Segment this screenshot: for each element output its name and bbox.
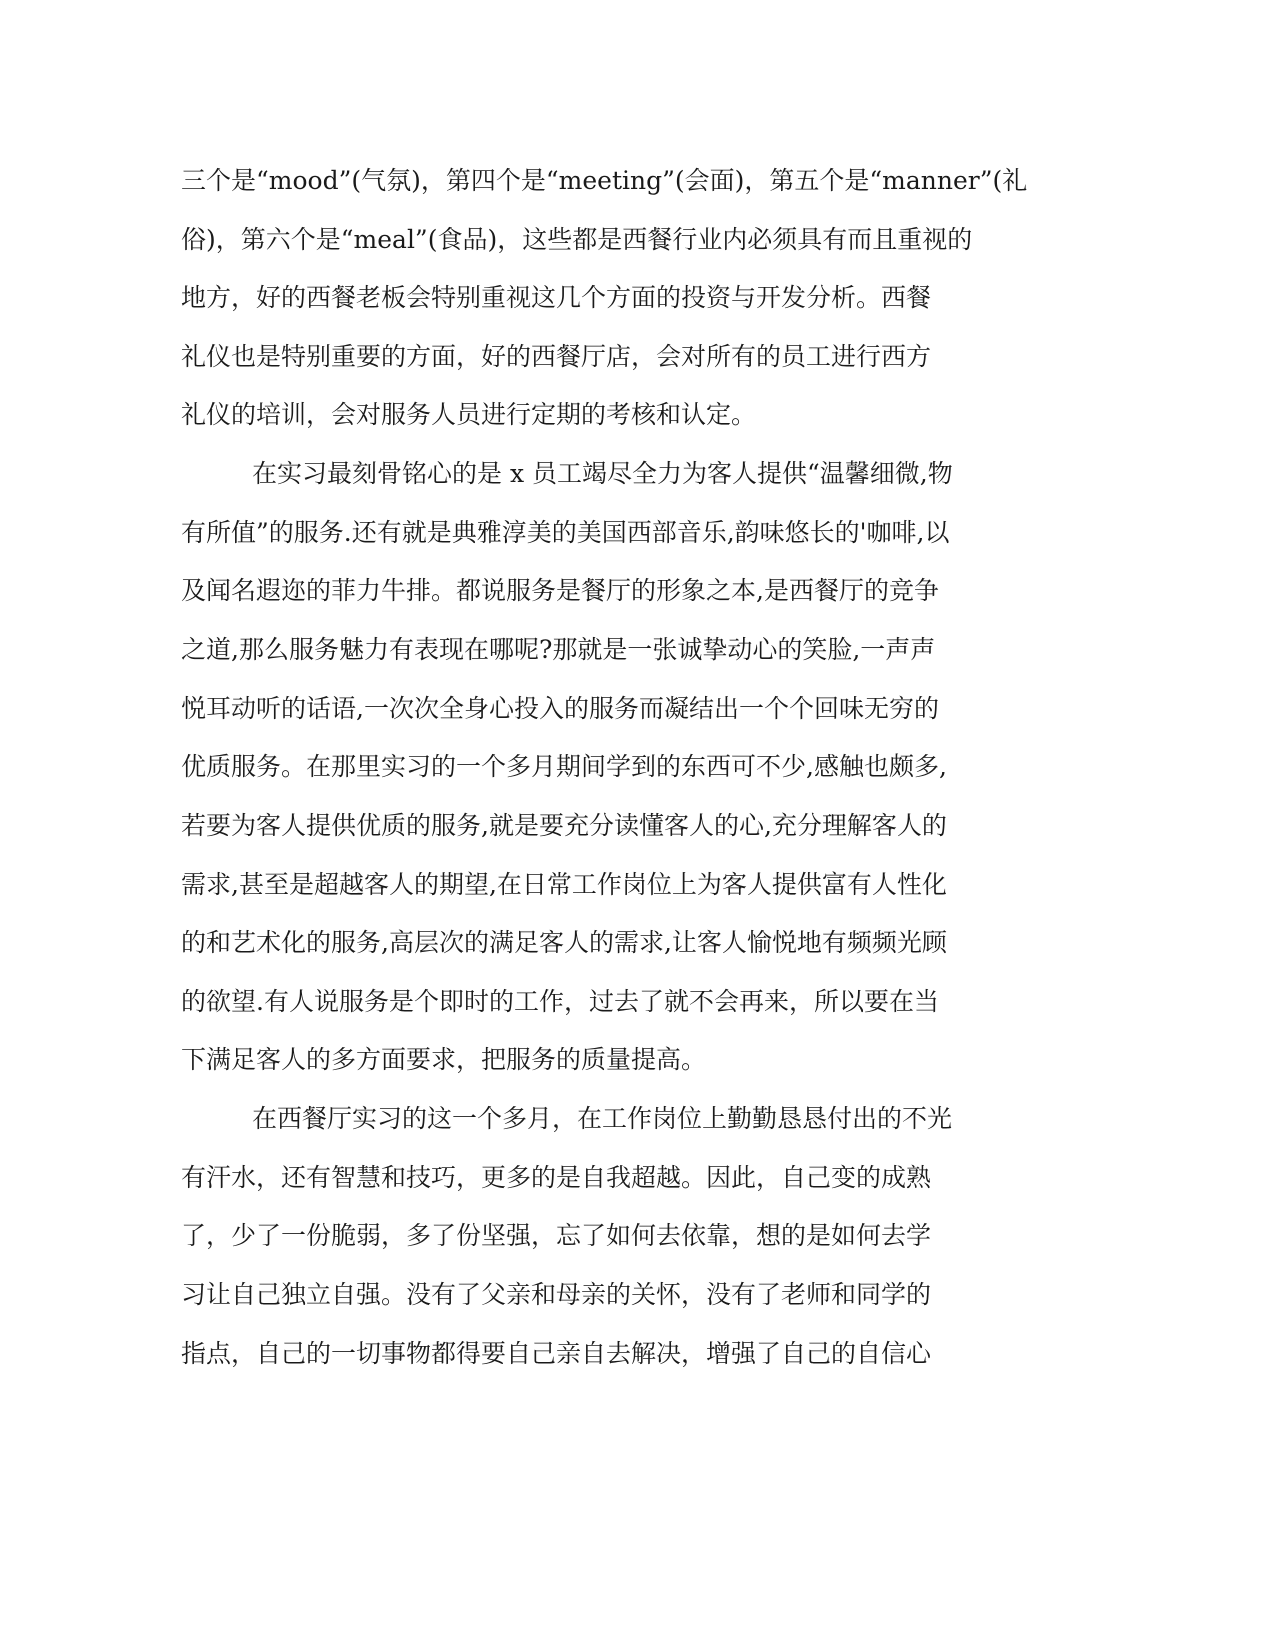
text-line: 需求,甚至是超越客人的期望,在日常工作岗位上为客人提供富有人性化 — [181, 870, 947, 899]
text-line: 悦耳动听的话语,一次次全身心投入的服务而凝结出一个个回味无穷的 — [181, 694, 939, 723]
text-line: 及闻名遐迩的菲力牛排。都说服务是餐厅的形象之本,是西餐厅的竞争 — [181, 576, 939, 605]
text-line: 习让自己独立自强。没有了父亲和母亲的关怀，没有了老师和同学的 — [181, 1280, 932, 1309]
text-line: 有汗水，还有智慧和技巧，更多的是自我超越。因此，自己变的成熟 — [181, 1163, 932, 1192]
paragraph-first-line: 在实习最刻骨铭心的是 x 员工竭尽全力为客人提供“温馨细微,物 — [252, 459, 953, 488]
text-line: 的和艺术化的服务,高层次的满足客人的需求,让客人愉悦地有频频光顾 — [181, 928, 947, 957]
paragraph-first-line: 在西餐厅实习的这一个多月，在工作岗位上勤勤恳恳付出的不光 — [252, 1104, 953, 1133]
text-line: 俗)，第六个是“meal”(食品)，这些都是西餐行业内必须具有而且重视的 — [181, 225, 973, 254]
text-line: 下满足客人的多方面要求，把服务的质量提高。 — [181, 1045, 707, 1074]
text-line: 优质服务。在那里实习的一个多月期间学到的东西可不少,感触也颇多, — [181, 752, 947, 781]
text-line: 了，少了一份脆弱，多了份坚强，忘了如何去依靠，想的是如何去学 — [181, 1221, 932, 1250]
text-line: 之道,那么服务魅力有表现在哪呢?那就是一张诚挚动心的笑脸,一声声 — [181, 635, 936, 664]
text-line: 地方，好的西餐老板会特别重视这几个方面的投资与开发分析。西餐 — [181, 283, 932, 312]
text-line: 若要为客人提供优质的服务,就是要充分读懂客人的心,充分理解客人的 — [181, 811, 947, 840]
text-line: 的欲望.有人说服务是个即时的工作，过去了就不会再来，所以要在当 — [181, 987, 939, 1016]
text-line: 礼仪的培训，会对服务人员进行定期的考核和认定。 — [181, 400, 757, 429]
text-line: 指点，自己的一切事物都得要自己亲自去解决，增强了自己的自信心 — [181, 1339, 932, 1368]
text-line: 有所值”的服务.还有就是典雅淳美的美国西部音乐,韵味悠长的'咖啡,以 — [181, 518, 950, 547]
text-line: 三个是“mood”(气氛)，第四个是“meeting”(会面)，第五个是“manner”(礼 — [181, 166, 1028, 195]
text-line: 礼仪也是特别重要的方面，好的西餐厅店，会对所有的员工进行西方 — [181, 342, 932, 371]
